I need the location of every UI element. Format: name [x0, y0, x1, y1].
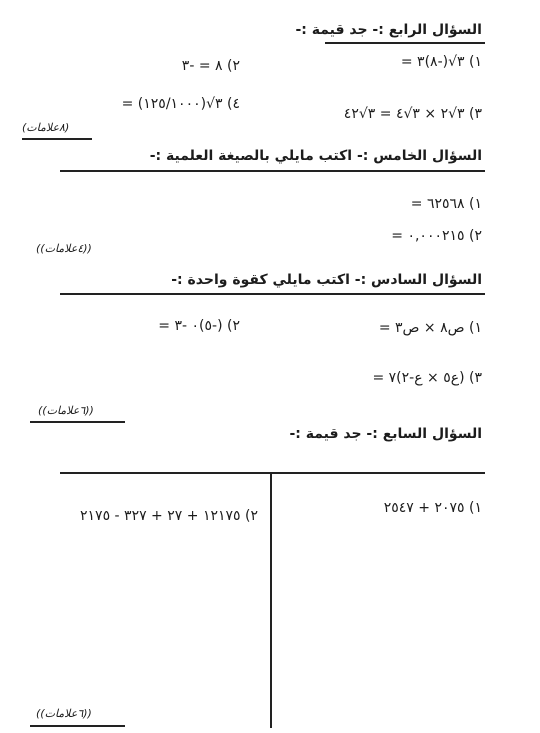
q5-title: السؤال الخامس :- اكتب مايلي بالصيغة العلمية :- [149, 148, 482, 164]
q5-item-2: ٢) ٠,٠٠٠٢١٥ = [391, 228, 482, 244]
q7-item-2: ٢) ١٢١٧٥ + ٢٧ + ٣٢٧ - ٢١٧٥ [80, 508, 258, 524]
q4-marks-underline [22, 138, 92, 140]
q6-item-2: ٢) (-٥)٠ -٣ = [158, 318, 240, 334]
q7-item-1: ١) ٢٠٧٥ + ٢٥٤٧ [383, 500, 482, 516]
q4-title: السؤال الرابع :- جد قيمة :- [295, 22, 482, 38]
q4-title-underline [325, 42, 485, 44]
q5-title-underline [60, 170, 485, 172]
q7-title-underline [60, 472, 485, 474]
q6-item-1: ١) ص٨ × ص٣ = [378, 320, 482, 336]
q4-marks: (٨علامات) [22, 121, 70, 134]
q4-item-4: ٤) ٣√(١٢٥/١٠٠٠) = [121, 96, 240, 112]
column-divider [270, 472, 272, 728]
q6-marks-underline [30, 421, 125, 423]
q6-item-3: ٣) (ع٥ × ع-٢)٧ = [372, 370, 482, 386]
q4-item-2: ٢) ٨ = -٣ [181, 58, 240, 74]
q6-marks: ((٦علامات)) [38, 404, 94, 417]
q7-title: السؤال السابع :- جد قيمة :- [289, 426, 482, 442]
q5-item-1: ١) ٦٢٥٦٨ = [410, 196, 482, 212]
q7-marks: ((٦علامات)) [36, 707, 92, 720]
q7-marks-underline [30, 725, 125, 727]
q5-marks: ((٤علامات)) [36, 242, 92, 255]
q4-item-3: ٣) ٣√٢ × ٣√٤ = ٣√٤٢ [343, 106, 482, 122]
q6-title-underline [60, 293, 485, 295]
q6-title: السؤال السادس :- اكتب مايلي كقوة واحدة :- [171, 272, 482, 288]
q4-item-1: ١) ٣√(-٨)٣ = [400, 54, 482, 70]
